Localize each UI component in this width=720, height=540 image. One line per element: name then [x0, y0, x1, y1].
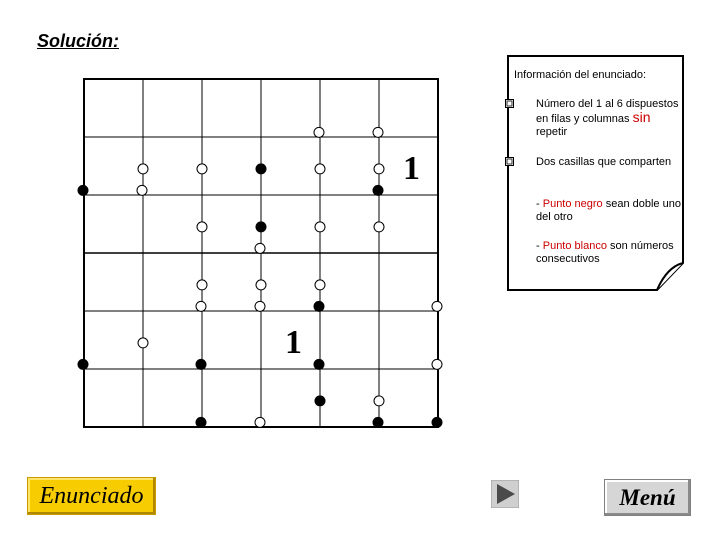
white-dot	[196, 301, 206, 311]
page-title: Solución:	[37, 31, 119, 51]
black-dot	[196, 359, 206, 369]
checkbox-bullet-icon	[505, 99, 515, 109]
white-dot	[374, 396, 384, 406]
info-note	[505, 53, 686, 291]
white-dot	[137, 185, 147, 195]
next-arrow-button[interactable]	[491, 480, 519, 508]
white-dot	[374, 164, 384, 174]
black-dot-dash: -	[536, 198, 543, 210]
white-dot	[432, 301, 442, 311]
white-dot	[432, 359, 442, 369]
black-dot	[315, 396, 325, 406]
black-dot	[373, 417, 383, 427]
black-dot	[256, 222, 266, 232]
white-dot	[315, 280, 325, 290]
enunciado-button[interactable]: Enunciado	[27, 477, 156, 515]
menu-button[interactable]: Menú	[604, 479, 691, 516]
white-dot-text: son números consecutivos	[536, 240, 674, 265]
checkbox-bullet-icon	[505, 157, 515, 167]
info-item-rule	[536, 98, 684, 139]
black-dot	[314, 301, 324, 311]
black-dot-label: Punto negro	[542, 198, 603, 210]
black-dot	[78, 359, 88, 369]
white-dot	[197, 222, 207, 232]
white-dot	[197, 280, 207, 290]
white-dot	[315, 164, 325, 174]
white-dot	[255, 301, 265, 311]
white-dot	[138, 164, 148, 174]
black-dot	[78, 185, 88, 195]
info-item-white-dot	[536, 240, 684, 266]
black-dot	[373, 185, 383, 195]
white-dot	[256, 280, 266, 290]
rule-emphasis: sin	[632, 109, 651, 125]
white-dot	[314, 127, 324, 137]
white-dot	[138, 338, 148, 348]
rule-text-end: repetir	[536, 126, 568, 138]
white-dot	[374, 222, 384, 232]
white-dot	[373, 127, 383, 137]
white-dot	[197, 164, 207, 174]
white-dot	[255, 243, 265, 253]
black-dot	[314, 359, 324, 369]
white-dot-dash: -	[536, 240, 543, 252]
white-dot-label: Punto blanco	[542, 240, 607, 252]
info-item-adjacent: Dos casillas que comparten	[536, 156, 672, 168]
rule-text: Número del 1 al 6 dispuestos en filas y columnas	[536, 98, 679, 125]
white-dot	[255, 417, 265, 427]
black-dot	[196, 417, 206, 427]
given-number: 1	[284, 323, 302, 361]
given-number: 1	[402, 149, 420, 187]
info-item-black-dot	[536, 198, 684, 224]
info-heading: Información del enunciado:	[514, 69, 647, 81]
black-dot-text: sean doble uno del otro	[536, 198, 681, 223]
black-dot	[432, 417, 442, 427]
black-dot	[256, 164, 266, 174]
white-dot	[315, 222, 325, 232]
